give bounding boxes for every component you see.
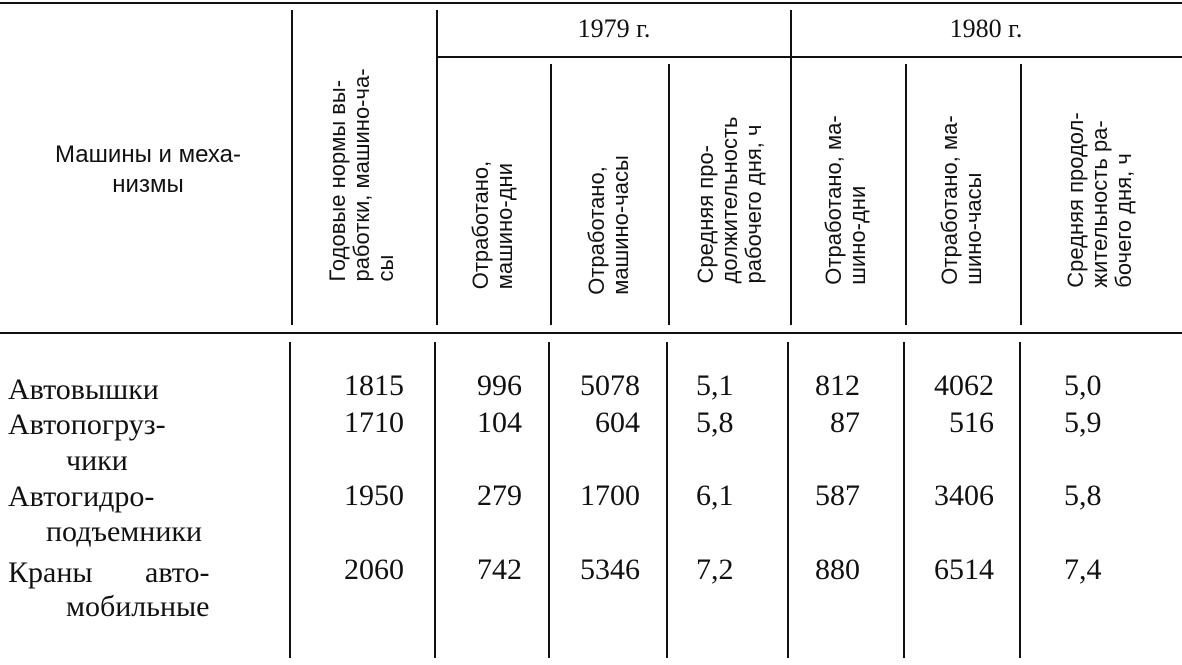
cell-1980-days: 880 [815, 553, 860, 586]
col-divider-2 [436, 10, 438, 325]
year-1979-rule [438, 56, 790, 58]
cell-1980-avg: 5,8 [1064, 479, 1102, 512]
row-name-continued: чики [66, 444, 128, 477]
cell-1979-avg: 7,2 [696, 553, 734, 586]
cell-1980-avg: 5,0 [1064, 369, 1102, 402]
cell-1980-days: 87 [830, 406, 860, 439]
cell-norm: 1815 [344, 369, 404, 402]
cell-1980-hours: 516 [949, 406, 994, 439]
col-divider-3 [550, 64, 552, 325]
cell-norm: 2060 [344, 553, 404, 586]
cell-1980-hours: 6514 [934, 553, 994, 586]
col-divider-6 [905, 64, 907, 325]
cell-1980-hours: 4062 [934, 369, 994, 402]
cell-1979-avg: 5,1 [696, 369, 734, 402]
col-divider-4b [666, 342, 668, 658]
cell-1979-avg: 6,1 [696, 479, 734, 512]
header-year-1979: 1979 г. [577, 14, 651, 43]
header-norms-text: Годовые нормы вы- работки, машино-ча- сы [325, 68, 398, 282]
header-year-1980: 1980 г. [949, 14, 1023, 43]
col-divider-7b [1019, 342, 1021, 658]
year-1980-rule [790, 56, 1182, 58]
cell-1979-hours: 1700 [580, 479, 640, 512]
cell-1979-days: 742 [477, 553, 522, 586]
header-1980-hours-text: Отработано, ма- шино-часы [937, 115, 986, 285]
header-1979-avg-text: Средняя про- должительность рабочего дня, ч [693, 116, 766, 284]
cell-1979-hours: 5346 [580, 553, 640, 586]
cell-1979-days: 279 [477, 479, 522, 512]
cell-1979-hours: 604 [595, 406, 640, 439]
header-machines-line-1: Машины и меха- [55, 141, 241, 168]
cell-1980-days: 812 [815, 369, 860, 402]
col-divider-5b [787, 342, 789, 658]
row-name: Краны авто- [8, 556, 210, 589]
header-bottom-rule [0, 332, 1182, 334]
cell-1980-hours: 3406 [934, 479, 994, 512]
col-divider-7 [1020, 64, 1022, 325]
row-name: Автовышки [8, 373, 159, 406]
col-divider-1b [289, 342, 291, 658]
cell-1979-days: 104 [477, 406, 522, 439]
row-name: Автопогруз- [8, 408, 166, 441]
col-divider-4 [668, 64, 670, 325]
cell-1980-days: 587 [815, 479, 860, 512]
row-name-continued: подъемники [46, 515, 203, 548]
header-machines-line-2: низмы [112, 171, 184, 198]
header-1979-days-text: Отработано, машино-дни [468, 160, 517, 290]
col-divider-2b [434, 342, 436, 658]
cell-norm: 1950 [344, 479, 404, 512]
top-rule [0, 2, 1182, 4]
row-name: Автогидро- [8, 480, 155, 513]
header-1979-hours-text: Отработано, машино-часы [584, 155, 633, 295]
cell-1980-avg: 5,9 [1064, 406, 1102, 439]
header-machines [8, 140, 288, 200]
col-divider-1 [291, 10, 293, 325]
cell-1980-avg: 7,4 [1064, 553, 1102, 586]
row-name-continued: мобильные [66, 590, 210, 623]
header-1980-avg-text: Средняя продол- жительность ра- бочего дня, ч [1063, 112, 1136, 288]
cell-1979-hours: 5078 [580, 369, 640, 402]
col-divider-5 [790, 10, 792, 325]
cell-1979-avg: 5,8 [696, 406, 734, 439]
col-divider-3b [548, 342, 550, 658]
cell-1979-days: 996 [477, 369, 522, 402]
cell-norm: 1710 [344, 406, 404, 439]
header-1980-days-text: Отработано, ма- шино-дни [821, 115, 870, 285]
